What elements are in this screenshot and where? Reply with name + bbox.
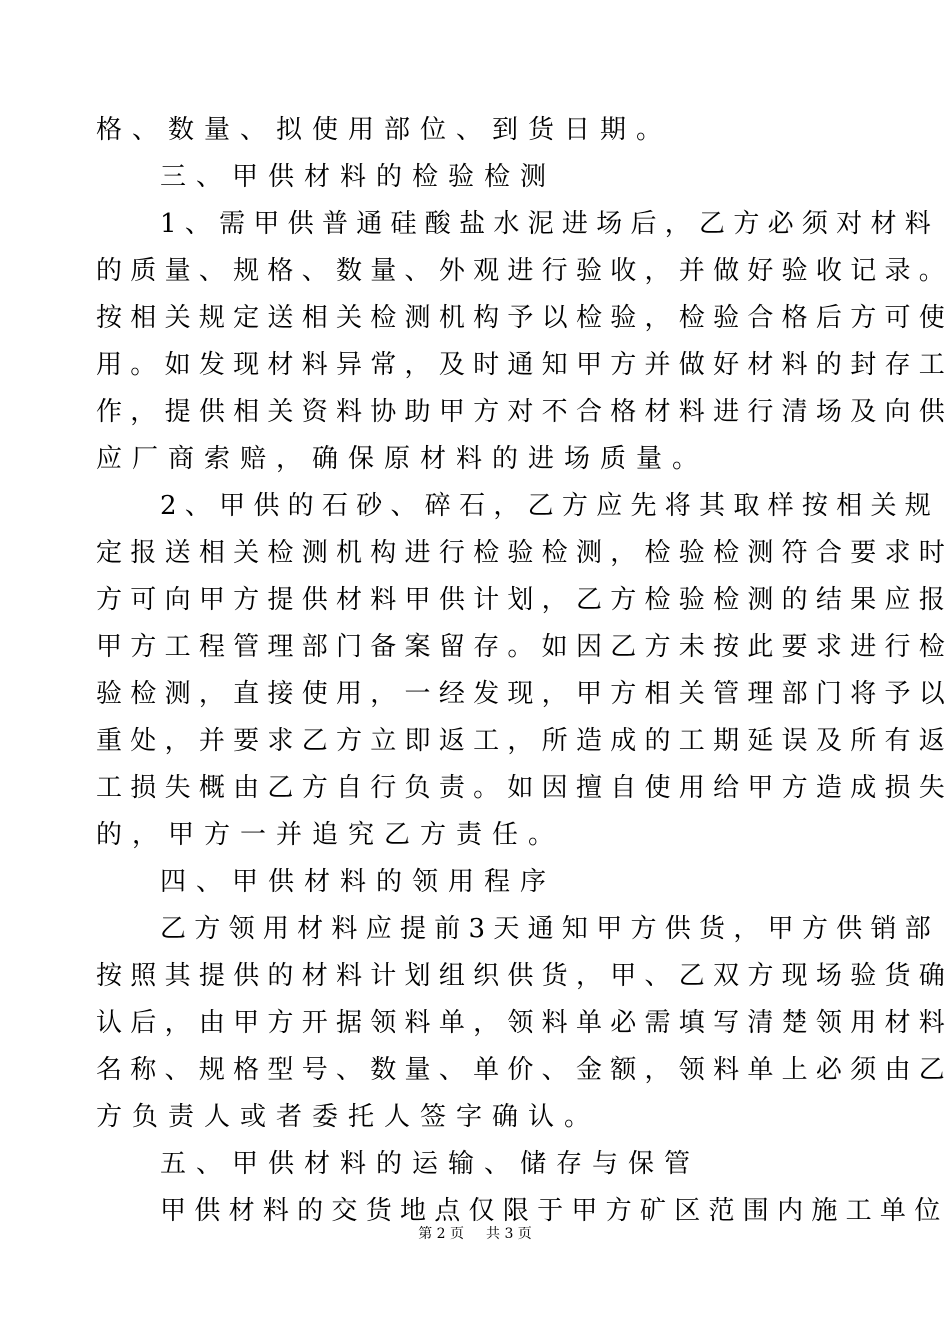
- text-line: 认 后 ， 由 甲 方 开 据 领 料 单 ， 领 料 单 必 需 填 写 清 楚 领 用 材 料: [96, 1008, 945, 1038]
- text-line: 方 可 向 甲 方 提 供 材 料 甲 供 计 划 ， 乙 方 检 验 检 测 的 结 果 应 报: [96, 585, 945, 615]
- section-heading: 四、甲供材料的领用程序: [160, 867, 557, 897]
- text-line: 按 相 关 规 定 送 相 关 检 测 机 构 予 以 检 验 ， 检 验 合 格 后 方 可 使: [96, 303, 945, 333]
- page-total: 共 3 页: [486, 1226, 532, 1242]
- text-line: 工 损 失 概 由 乙 方 自 行 负 责 。 如 因 擅 自 使 用 给 甲 方 造 成 损 失: [96, 773, 945, 803]
- text-line: 甲 供 材 料 的 交 货 地 点 仅 限 于 甲 方 矿 区 范 围 内 施 工 单 位: [160, 1196, 941, 1226]
- text-line: 方负责人或者委托人签字确认。: [96, 1102, 601, 1132]
- text-line: 1 、 需 甲 供 普 通 硅 酸 盐 水 泥 进 场 后 ， 乙 方 必 须 对 材 料: [160, 209, 931, 239]
- text-line: 应厂商索赔，确保原材料的进场质量。: [96, 444, 709, 474]
- text-line: 按 照 其 提 供 的 材 料 计 划 组 织 供 货 ， 甲 、 乙 双 方 现 场 验 货 确: [96, 961, 945, 991]
- text-line: 2 、 甲 供 的 石 砂 、 碎 石 ， 乙 方 应 先 将 其 取 样 按 相 关 规: [160, 491, 931, 521]
- page-number: 第 2 页: [418, 1226, 464, 1242]
- text-line: 验 检 测 ， 直 接 使 用 ， 一 经 发 现 ， 甲 方 相 关 管 理 部 门 将 予 以: [96, 679, 945, 709]
- text-line: 定 报 送 相 关 检 测 机 构 进 行 检 验 检 测 ， 检 验 检 测 符 合 要 求 时: [96, 538, 945, 568]
- text-line: 重 处 ， 并 要 求 乙 方 立 即 返 工 ， 所 造 成 的 工 期 延 误 及 所 有 返: [96, 726, 945, 756]
- text-line: 名 称 、 规 格 型 号 、 数 量 、 单 价 、 金 额 ， 领 料 单 上 必 须 由 乙: [96, 1055, 945, 1085]
- text-line: 用 。 如 发 现 材 料 异 常 ， 及 时 通 知 甲 方 并 做 好 材 料 的 封 存 工: [96, 350, 945, 380]
- text-line: 甲 方 工 程 管 理 部 门 备 案 留 存 。 如 因 乙 方 未 按 此 要 求 进 行 检: [96, 632, 945, 662]
- text-line: 乙 方 领 用 材 料 应 提 前 3 天 通 知 甲 方 供 货 ， 甲 方 供 销 部: [160, 914, 931, 944]
- section-heading: 五、甲供材料的运输、储存与保管: [160, 1149, 701, 1179]
- text-line: 格、数量、拟使用部位、到货日期。: [96, 115, 673, 145]
- section-heading: 三、甲供材料的检验检测: [160, 162, 557, 192]
- text-line: 的 质 量 、 规 格 、 数 量 、 外 观 进 行 验 收 ， 并 做 好 验 收 记 录 。: [96, 256, 945, 286]
- text-line: 作 ， 提 供 相 关 资 料 协 助 甲 方 对 不 合 格 材 料 进 行 清 场 及 向 供: [96, 397, 945, 427]
- text-line: 的，甲方一并追究乙方责任。: [96, 820, 565, 850]
- page-footer: [0, 1224, 950, 1244]
